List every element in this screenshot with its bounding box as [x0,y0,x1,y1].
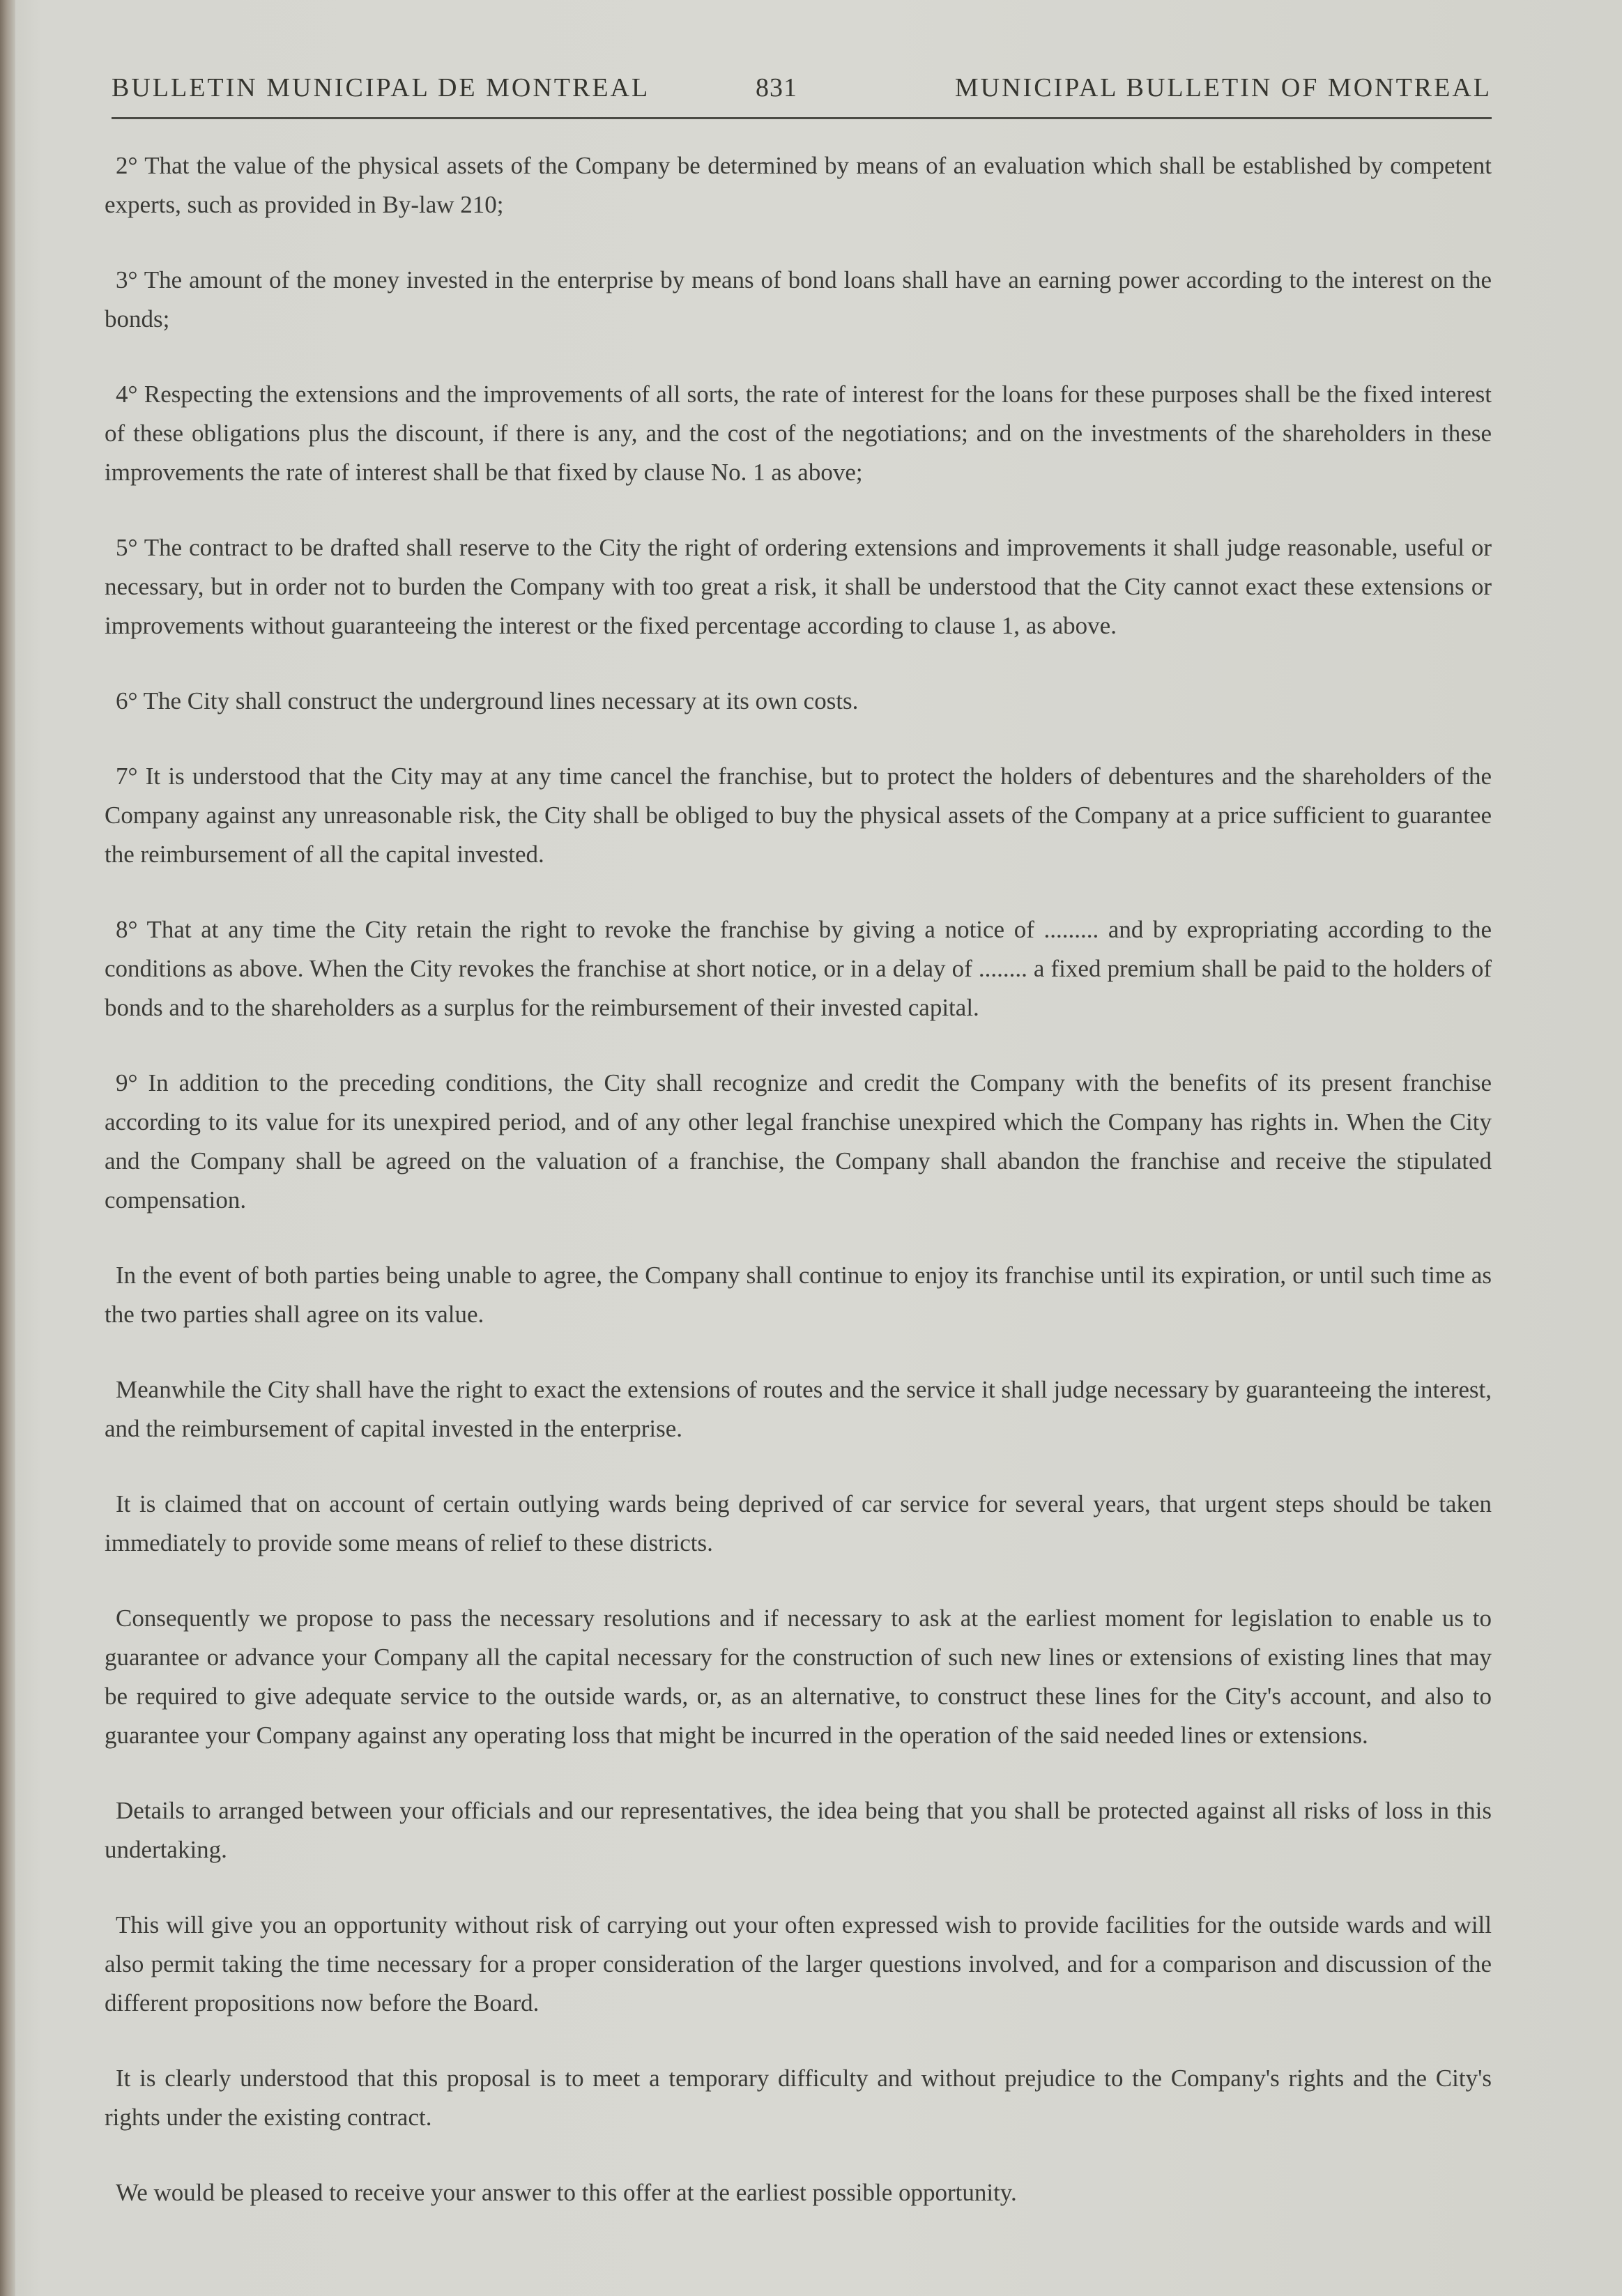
clause-5: 5° The contract to be drafted shall reserve to the City the right of ordering extensions and improvements it shall judge reasonable, useful or necessary, but in order not to burden the Company with too great a risk, it shall be understood that the City cannot exact these extensions or improvements without guaranteeing the interest or the fixed percentage according to clause 1, as above. [105,534,1492,639]
clause-8: 8° That at any time the City retain the right to revoke the franchise by giving a notice of ......... and by expropriating according to the conditions as above. When the City revokes the franchise at short notice, or in a delay of ........ a fixed premium shall be paid to the holders of bonds and to the shareholders as a surplus for the reimbursement of their invested capital. [105,916,1492,1021]
clause-3: 3° The amount of the money invested in the enterprise by means of bond loans shall have an earning power according to the interest on the bonds; [105,266,1492,332]
paragraph-closing: We would be pleased to receive your answer to this offer at the earliest possible opportunity. [116,2179,1017,2206]
clause-4: 4° Respecting the extensions and the improvements of all sorts, the rate of interest for the loans for these purposes shall be the fixed interest of these obligations plus the discount, if there is any, and the cost of the negotiations; and on the investments of the shareholders in these improvements the rate of interest shall be that fixed by clause No. 1 as above; [105,381,1492,486]
header-french-title: BULLETIN MUNICIPAL DE MONTREAL [112,73,650,102]
book-spine-edge [0,0,15,2296]
paragraph-disagreement: In the event of both parties being unable to agree, the Company shall continue to enjoy its franchise until its expiration, or until such time as the two parties shall agree on its value. [105,1262,1492,1328]
paragraph-consequently: Consequently we propose to pass the necessary resolutions and if necessary to ask at the earliest moment for legislation to enable us to guarantee or advance your Company all the capital necessary for the construction of such new lines or extensions of existing lines that may be required to give adequate service to the outside wards, or, as an alternative, to construct these lines for the City's account, and also to guarantee your Company against any operating loss that might be incurred in the operation of the said needed lines or extensions. [105,1605,1492,1749]
clause-9: 9° In addition to the preceding conditions, the City shall recognize and credit the Company with the benefits of its present franchise according to its value for its unexpired period, and of any other legal franchise unexpired which the Company has rights in. When the City and the Company shall be agreed on the valuation of a franchise, the Company shall abandon the franchise and receive the stipulated compensation. [105,1069,1492,1214]
page-number: 831 [756,73,797,102]
header-english-title: MUNICIPAL BULLETIN OF MONTREAL [954,73,1492,102]
paragraph-details: Details to arranged between your officials and our representatives, the idea being that you shall be protected against all risks of loss in this undertaking. [105,1797,1492,1863]
document-body [105,146,1492,2249]
header-rule [112,117,1492,119]
clause-6: 6° The City shall construct the underground lines necessary at its own costs. [116,687,859,714]
paragraph-outlying-wards: It is claimed that on account of certain outlying wards being deprived of car service for several years, that urgent steps should be taken immediately to provide some means of relief to these districts. [105,1490,1492,1556]
paragraph-opportunity: This will give you an opportunity without risk of carrying out your often expressed wish to provide facilities for the outside wards and will also permit taking the time necessary for a proper consideration of the larger questions involved, and for a comparison and discussion of the different propositions now before the Board. [105,1911,1492,2016]
clause-2: 2° That the value of the physical assets of the Company be determined by means of an evaluation which shall be established by competent experts, such as provided in By-law 210; [105,152,1492,218]
running-header [112,67,1492,116]
paragraph-temporary: It is clearly understood that this proposal is to meet a temporary difficulty and without prejudice to the Company's rights and the City's rights under the existing contract. [105,2065,1492,2131]
clause-7: 7° It is understood that the City may at any time cancel the franchise, but to protect the holders of debentures and the shareholders of the Company against any unreasonable risk, the City shall be obliged to buy the physical assets of the Company at a price sufficient to guarantee the reimbursement of all the capital invested. [105,763,1492,868]
paragraph-meanwhile: Meanwhile the City shall have the right to exact the extensions of routes and the service it shall judge necessary by guaranteeing the interest, and the reimbursement of capital invested in the enterprise. [105,1376,1492,1442]
